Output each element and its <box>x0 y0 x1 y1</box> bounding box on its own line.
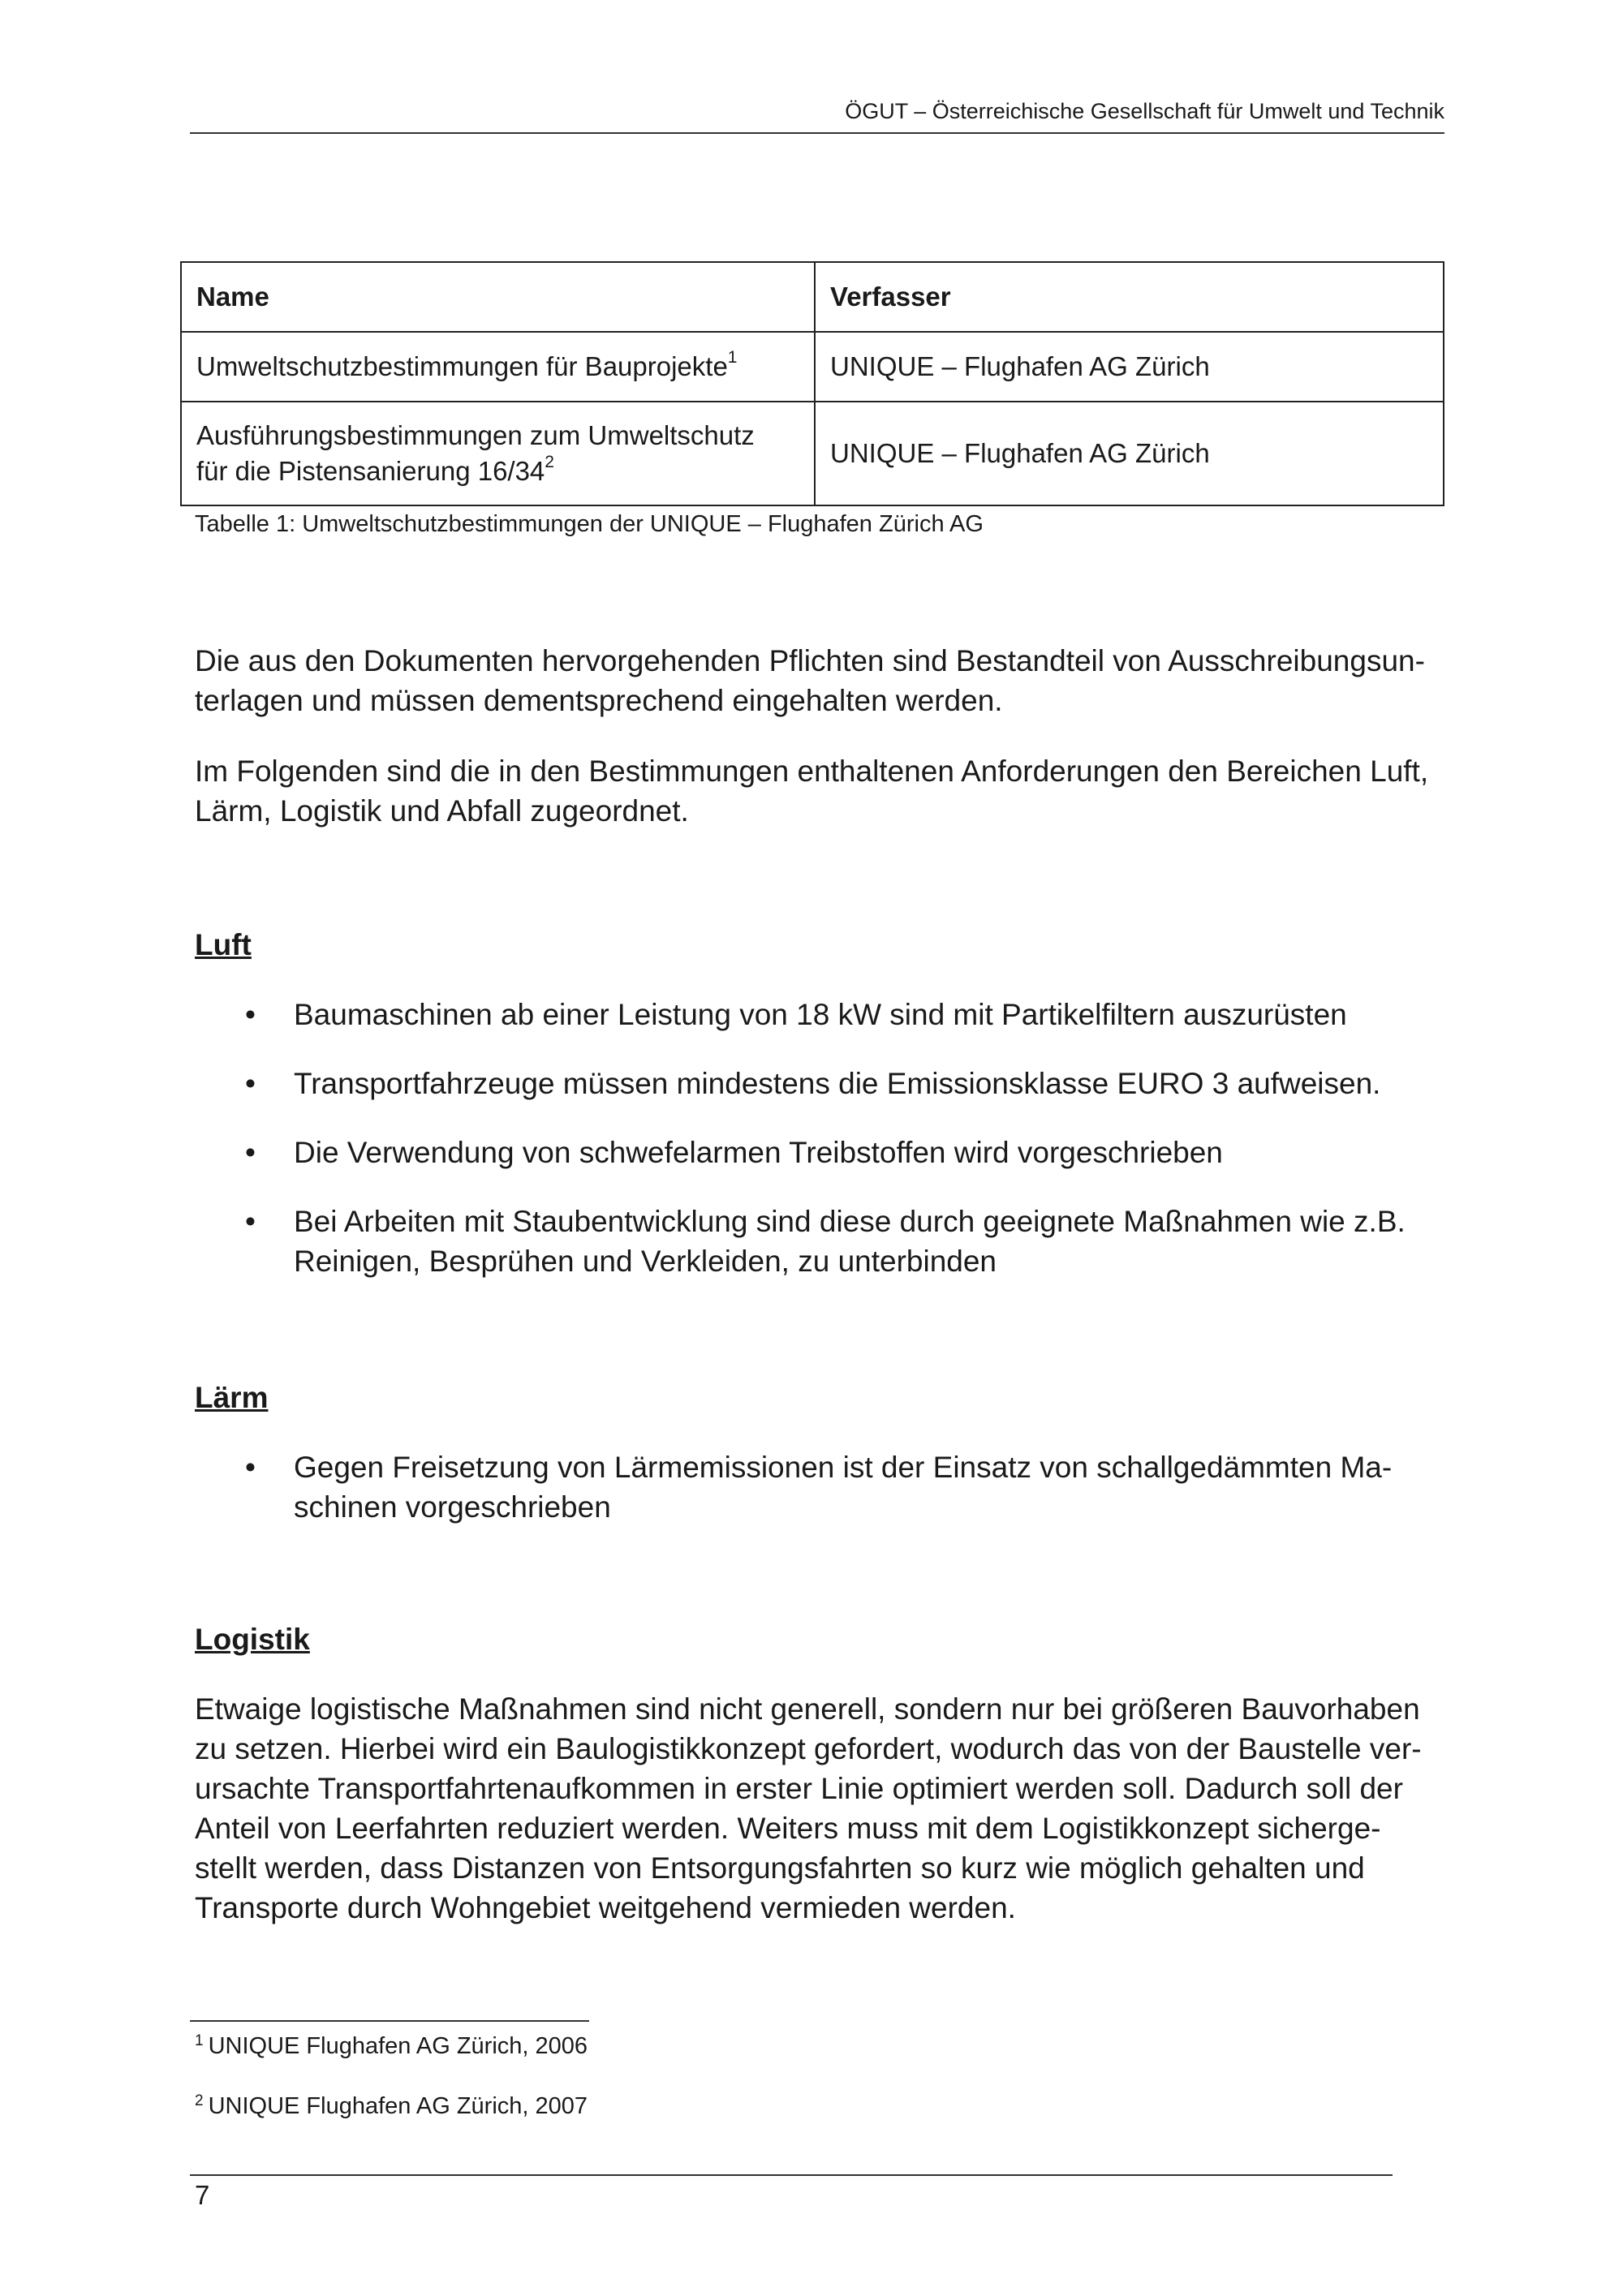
footnote-text: UNIQUE Flughafen AG Zürich, 2007 <box>208 2093 588 2119</box>
section-heading-luft: Luft <box>195 928 252 961</box>
item-text: Die Verwendung von schwefelarmen Treibstoffen wird vorgeschrieben <box>294 1136 1223 1169</box>
item-text-line1: Bei Arbeiten mit Staubentwicklung sind diese durch geeignete Maßnahmen wie z.B. <box>294 1205 1406 1238</box>
table-cell-author: UNIQUE – Flughafen AG Zürich <box>815 402 1444 505</box>
item-text-line2: schinen vorgeschrieben <box>294 1490 611 1524</box>
footnote-text: UNIQUE Flughafen AG Zürich, 2006 <box>208 2033 588 2059</box>
footnote-ref: 1 <box>727 348 738 367</box>
bullet-icon: • <box>245 998 256 1031</box>
list-item <box>195 995 1444 1034</box>
table-row <box>181 402 1444 505</box>
item-text: Transportfahrzeuge müssen mindestens die Emissionsklasse EURO 3 aufweisen. <box>294 1067 1381 1100</box>
text-line: Die aus den Dokumenten hervorgehenden Pflichten sind Bestandteil von Ausschreibungsun- <box>195 644 1425 677</box>
text-line: Lärm, Logistik und Abfall zugeordnet. <box>195 794 689 828</box>
footnote-2 <box>195 2090 588 2122</box>
laerm-list <box>195 1447 1444 1556</box>
bullet-icon: • <box>245 1205 256 1238</box>
bullet-icon: • <box>245 1067 256 1100</box>
bullet-icon: • <box>245 1136 256 1169</box>
document-name-line2: für die Pistensanierung 16/34 <box>196 456 545 486</box>
text-line: terlagen und müssen dementsprechend eingehalten werden. <box>195 684 1003 717</box>
footnote-1 <box>195 2030 588 2062</box>
section-heading-logistik: Logistik <box>195 1623 310 1656</box>
list-item <box>195 1202 1444 1281</box>
page-number: 7 <box>195 2180 210 2210</box>
table-cell-name <box>181 402 815 505</box>
footnote-rule <box>190 2020 589 2022</box>
text-line: stellt werden, dass Distanzen von Entsorgungsfahrten so kurz wie möglich gehalten und <box>195 1851 1365 1885</box>
table-header-row <box>181 262 1444 332</box>
item-text-line1: Gegen Freisetzung von Lärmemissionen ist der Einsatz von schallgedämmten Ma- <box>294 1451 1393 1484</box>
text-line: Transporte durch Wohngebiet weitgehend vermieden werden. <box>195 1891 1016 1924</box>
luft-list <box>195 995 1444 1310</box>
logistik-paragraph <box>195 1689 1449 1928</box>
footnote-number: 2 <box>195 2092 204 2109</box>
table-row <box>181 332 1444 402</box>
column-header-name: Name <box>181 262 815 332</box>
documents-table <box>180 261 1444 506</box>
text-line: ursachte Transportfahrtenaufkommen in erster Linie optimiert werden soll. Dadurch soll der <box>195 1772 1403 1805</box>
footnote-ref: 2 <box>545 453 554 471</box>
document-name: Umweltschutzbestimmungen für Bauprojekte <box>196 351 728 381</box>
footnote-number: 1 <box>195 2032 204 2049</box>
document-name-line1: Ausführungsbestimmungen zum Umweltschutz <box>196 420 755 450</box>
item-text-line2: Reinigen, Besprühen und Verkleiden, zu unterbinden <box>294 1245 997 1278</box>
list-item <box>195 1064 1444 1103</box>
table-cell-author: UNIQUE – Flughafen AG Zürich <box>815 332 1444 402</box>
intro-paragraph-1 <box>195 641 1449 720</box>
page-header: ÖGUT – Österreichische Gesellschaft für Umwelt und Technik <box>845 99 1444 123</box>
table-caption: Tabelle 1: Umweltschutzbestimmungen der UNIQUE – Flughafen Zürich AG <box>195 511 984 537</box>
footer-rule <box>190 2174 1393 2176</box>
table-cell-name <box>181 332 815 402</box>
text-line: zu setzen. Hierbei wird ein Baulogistikkonzept gefordert, wodurch das von der Baustelle ver- <box>195 1732 1422 1765</box>
text-line: Etwaige logistische Maßnahmen sind nicht generell, sondern nur bei größeren Bauvorhaben <box>195 1692 1420 1726</box>
section-heading-laerm: Lärm <box>195 1381 269 1414</box>
bullet-icon: • <box>245 1451 256 1484</box>
text-line: Im Folgenden sind die in den Bestimmungen enthaltenen Anforderungen den Bereichen Luft, <box>195 755 1429 788</box>
list-item <box>195 1447 1444 1527</box>
text-line: Anteil von Leerfahrten reduziert werden. Weiters muss mit dem Logistikkonzept sicherge- <box>195 1812 1381 1845</box>
header-rule <box>190 132 1444 134</box>
column-header-author: Verfasser <box>815 262 1444 332</box>
intro-paragraph-2 <box>195 751 1449 831</box>
list-item <box>195 1133 1444 1172</box>
item-text: Baumaschinen ab einer Leistung von 18 kW sind mit Partikelfiltern auszurüsten <box>294 998 1347 1031</box>
